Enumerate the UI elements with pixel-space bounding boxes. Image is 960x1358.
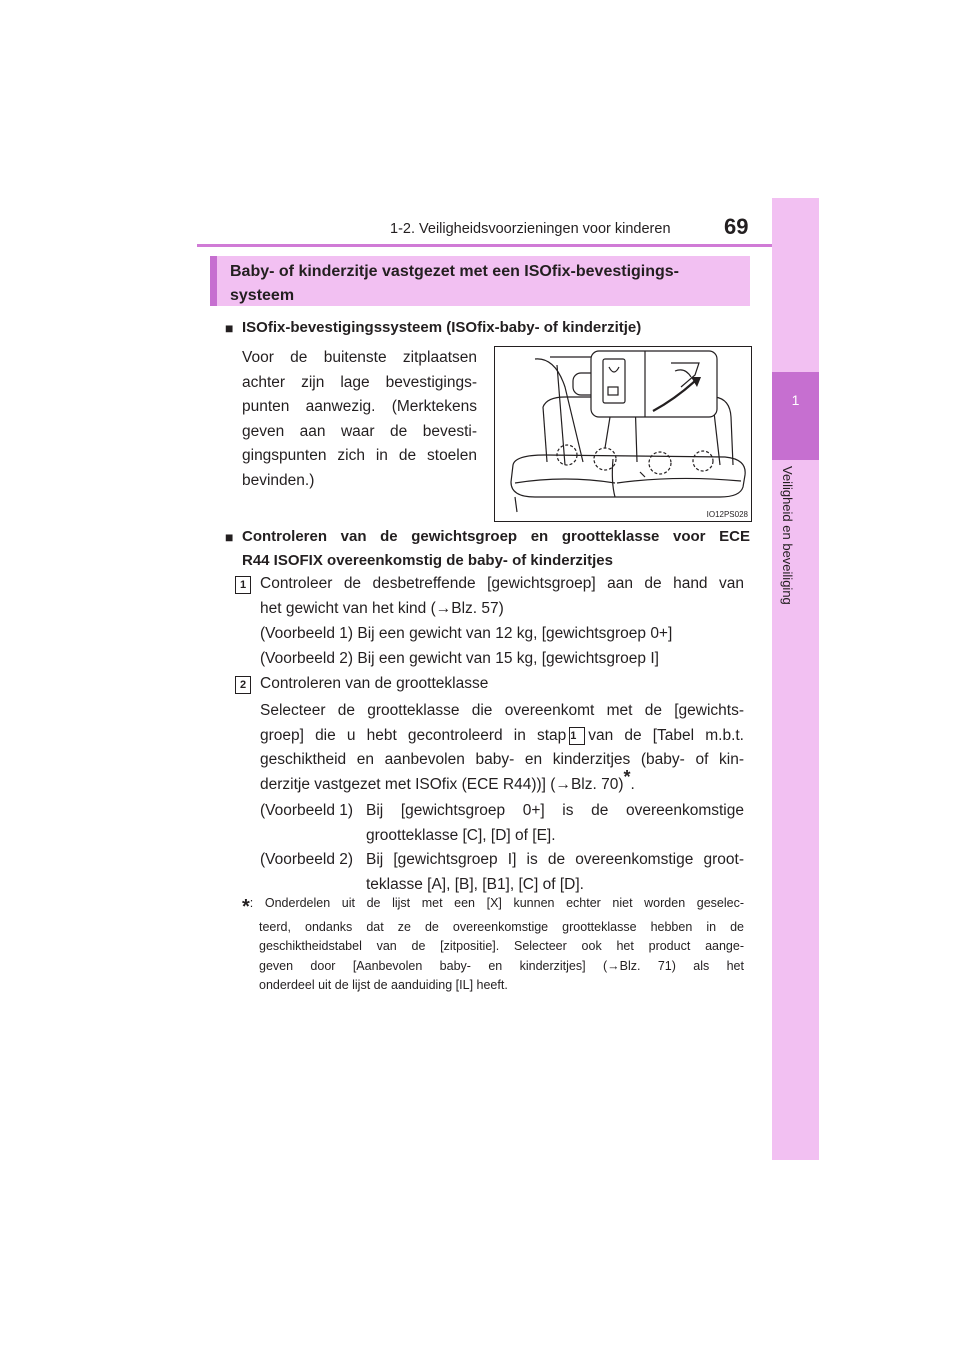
step-2-line: geschiktheid en aanbevolen baby- en kinderzitjes (baby- of kin- (260, 751, 744, 768)
section-heading-line2: systeem (230, 287, 295, 304)
isofix-heading: ■ ISOfix-bevestigingssysteem (ISOfix-baby- of kinderzitje) (225, 316, 750, 340)
footnote-line: *: Onderdelen uit de lijst met een [X] kunnen echter niet worden geselec- (242, 896, 744, 918)
section-heading-line1: Baby- of kinderzitje vastgezet met een ISOfix-bevestigings- (230, 263, 679, 280)
illustration-code: IO12PS028 (706, 510, 748, 519)
step-1-reference: 1 (569, 727, 585, 745)
isofix-line: gingspunten zich in de stoelen (242, 447, 477, 464)
isofix-line: punten aanwezig. (Merktekens (242, 398, 477, 415)
footnote-line: geschiktheidstabel van de [zitpositie]. Selecteer ook het product aange- (259, 939, 744, 953)
step-2-line: groep] die u hebt gecontroleerd in stap 1 van de [Tabel m.b.t. (260, 726, 744, 744)
footnote-line: teerd, ondanks dat ze de overeenkomstige grootteklasse hebben in de (259, 919, 744, 934)
step-1-example-2: (Voorbeeld 2) Bij een gewicht van 15 kg, [gewichtsgroep I] (260, 650, 659, 667)
step-1-text (260, 572, 744, 621)
seat-anchor-drawing (495, 347, 751, 521)
page-number: 69 (724, 214, 749, 239)
isofix-description (242, 346, 477, 493)
step-1-example-1: (Voorbeeld 1) Bij een gewicht van 12 kg, [gewichtsgroep 0+] (260, 625, 673, 642)
footnote (242, 894, 744, 996)
bullet-square-icon: ■ (225, 320, 234, 336)
step-1-line: Controleer de desbetreffende [gewichtsgroep] aan de hand van (260, 575, 744, 592)
check-heading: ■ Controleren van de gewichtsgroep en grootteklasse voor ECE R44 ISOFIX overeenkomstig de baby- of kinderzitjes (225, 525, 750, 573)
footnote-line: onderdeel uit de lijst de aanduiding [IL] heeft. (259, 978, 508, 992)
step-2-line: derzitje vastgezet met ISOfix (ECE R44))] (→Blz. 70)*. (260, 766, 635, 793)
isofix-line: bevinden.) (242, 471, 315, 489)
chapter-side-tab (772, 198, 819, 1160)
isofix-line: geven aan waar de bevesti- (242, 422, 477, 440)
chapter-number-strip (772, 372, 819, 460)
step-2-marker: 2 (235, 676, 251, 694)
chapter-title: Veiligheid en beveiliging (780, 466, 795, 605)
rear-seat-isofix-illustration (494, 346, 752, 522)
step-2-title: Controleren van de grootteklasse (260, 675, 489, 692)
isofix-line: Voor de buitenste zitplaatsen (242, 349, 477, 366)
header-section-title: 1-2. Veiligheidsvoorzieningen voor kinderen (390, 221, 671, 237)
bullet-square-icon: ■ (225, 529, 234, 545)
footnote-line: geven door [Aanbevolen baby- en kinderzitjes] (→Blz. 71) als het (259, 958, 744, 973)
header-rule (197, 244, 819, 247)
step-2-example-1: (Voorbeeld 1) Bij [gewichtsgroep 0+] is de overeenkomstige grootteklasse [C], [D] of [E]. (260, 802, 744, 844)
isofix-line: achter zijn lage bevestigings- (242, 373, 477, 391)
section-heading (210, 256, 750, 306)
chapter-number: 1 (791, 392, 800, 408)
step-1-line: het gewicht van het kind (→Blz. 57) (260, 599, 504, 617)
step-2-example-2: (Voorbeeld 2) Bij [gewichtsgroep I] is de overeenkomstige groot-teklasse [A], [B], [B1], [C] of [D]. (260, 851, 744, 893)
step-2-text (260, 699, 744, 797)
footnote-star-marker: * (623, 766, 631, 787)
step-1-marker: 1 (235, 576, 251, 594)
step-2-line: Selecteer de grootteklasse die overeenkomt met de [gewichts- (260, 702, 744, 719)
